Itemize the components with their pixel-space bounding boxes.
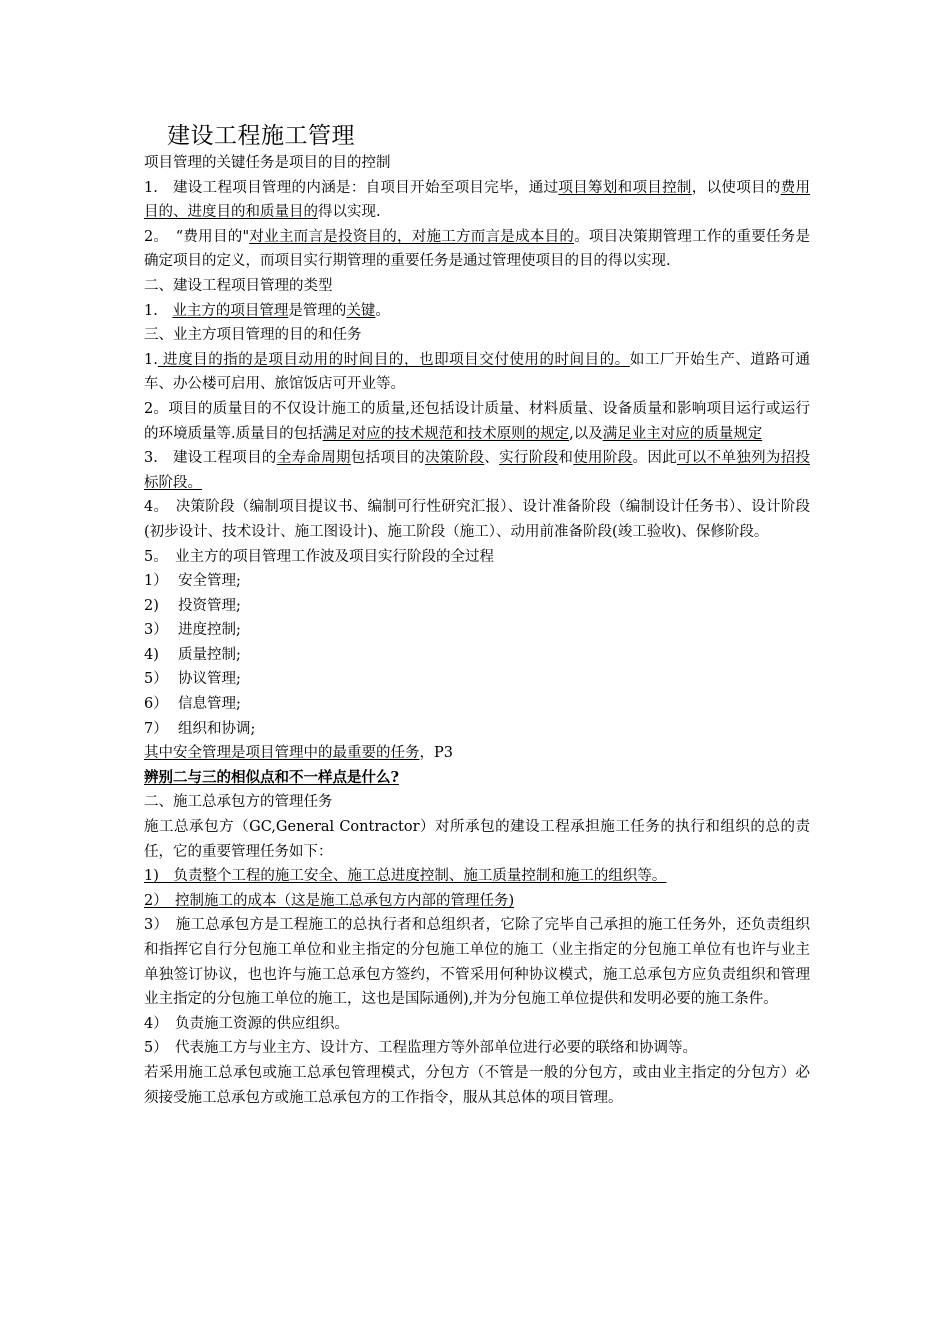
- text: 、: [484, 450, 500, 467]
- list-text: 安全管理;: [178, 573, 241, 590]
- text: 。因此: [632, 450, 677, 467]
- text: ,以及: [569, 425, 603, 442]
- paragraph-17: 若采用施工总承包或施工总承包管理模式，分包方（不管是一般的分包方，或由业主指定的分包方）必须接受施工总承包方或施工总承包方的工作指令，服从其总体的项目管理。: [144, 1064, 810, 1106]
- document-body: [144, 151, 810, 1110]
- text: 3. 建设工程项目的: [144, 450, 277, 467]
- paragraph-4: [144, 348, 810, 397]
- text: 1.: [144, 351, 158, 368]
- list-item: [144, 643, 810, 668]
- paragraph-3: [144, 299, 810, 324]
- section-heading: 三、业主方项目管理的目的和任务: [144, 327, 362, 344]
- list-item: [144, 594, 810, 619]
- text: 如工厂开始生产、道路可通车、办公楼可启用、旅馆饭店可开业等。: [144, 351, 811, 393]
- list-item: [144, 692, 810, 717]
- list-number: 1）: [144, 573, 168, 590]
- underlined-text: 实行阶段: [499, 450, 559, 467]
- paragraph-2: [144, 225, 810, 274]
- underlined-text: 进度目的指的是项目动用的时间目的，也即项目交付使用的时间目的。: [157, 351, 630, 368]
- paragraph-7: 4。 决策阶段（编制项目提议书、编制可行性研究汇报）、设计准备阶段（编制设计任务书）、设计阶段(初步设计、技术设计、施工图设计)、施工阶段（施工）、动用前准备阶段(竣工验收)、保修阶段。: [144, 499, 810, 540]
- underlined-text: 满足对应的技术规范和技术原则的规定: [322, 425, 570, 442]
- underlined-text: 关键: [346, 302, 376, 319]
- text: ，P3: [419, 745, 453, 762]
- list-item: [144, 717, 810, 742]
- underlined-text: 其中安全管理是项目管理中的最重要的任务: [144, 745, 420, 762]
- text: 是管理的: [288, 302, 347, 319]
- paragraph-13: 2） 控制施工的成本（这是施工总承包方内部的管理任务): [144, 892, 515, 909]
- paragraph-6: [144, 446, 810, 495]
- underlined-text: 对业主而言是投资目的，对施工方而言是成本目的: [249, 228, 575, 245]
- text: 1. 建设工程项目管理的内涵是：自项目开始至项目完毕，通过: [144, 179, 559, 196]
- list-number: 7）: [144, 720, 168, 737]
- list-item: [144, 667, 810, 692]
- paragraph-9: [144, 741, 810, 766]
- underlined-text: 决策阶段: [424, 450, 485, 467]
- underlined-text: 可以不单独列为招投标阶段。: [144, 450, 811, 491]
- text: 。: [375, 302, 390, 319]
- paragraph-8: 5。 业主方的项目管理工作波及项目实行阶段的全过程: [144, 548, 494, 565]
- paragraph-15: 4） 负责施工资源的供应组织。: [144, 1015, 349, 1032]
- list-text: 组织和协调;: [178, 720, 256, 737]
- underlined-text: 业主方的项目管理: [172, 302, 289, 319]
- underlined-text: 费用目的、进度目的和质量目的: [144, 179, 811, 221]
- paragraph-16: 5） 代表施工方与业主方、设计方、工程监理方等外部单位进行必要的联络和协调等。: [144, 1040, 697, 1057]
- paragraph-12: 1) 负责整个工程的施工安全、施工总进度控制、施工质量控制和施工的组织等。: [144, 868, 667, 885]
- list-text: 投资管理;: [178, 597, 241, 614]
- bold-question: 辨别二与三的相似点和不一样点是什么?: [144, 768, 399, 786]
- text: ，以使项目的: [691, 179, 781, 196]
- text: 得以实现.: [318, 204, 381, 221]
- text: 2。 “费用目的": [144, 228, 250, 245]
- underlined-text: 满足业主对应的质量规定: [602, 425, 763, 442]
- document-title: 建设工程施工管理: [167, 123, 355, 149]
- list-text: 信息管理;: [178, 696, 241, 713]
- paragraph-5: [144, 397, 810, 446]
- list-item: [144, 618, 810, 643]
- underlined-text: 使用阶段: [573, 450, 633, 467]
- list-item: [144, 569, 810, 594]
- section-heading: 二、建设工程项目管理的类型: [144, 277, 333, 294]
- text: 。项目决策期管理工作的重要任务是确定项目的定义，而项目实行期管理的重要任务是通过管理使项目的目的得以实现.: [144, 228, 811, 270]
- section-heading: 二、施工总承包方的管理任务: [144, 794, 333, 811]
- paragraph-14: 3） 施工总承包方是工程施工的总执行者和总组织者，它除了完毕自己承担的施工任务外，还负责组织和指挥它自行分包施工单位和业主指定的分包施工单位的施工（业主指定的分包施工单位有也许与业主单独签订协议，也也许与施工总承包方签约，不管采用何种协议模式，施工总承包方应负责组织和管理业主指定的分包施工单位的施工，这也是国际通例),并为分包施工单位提供和发明必要的施工条件。: [144, 917, 810, 1008]
- text: 1.: [144, 302, 173, 319]
- list-number: 6）: [144, 696, 168, 713]
- list-text: 协议管理;: [178, 671, 241, 688]
- list-number: 3）: [144, 622, 168, 639]
- underlined-text: 项目筹划和项目控制: [558, 179, 692, 196]
- underlined-text: 全寿命周期: [276, 450, 351, 467]
- list-text: 质量控制;: [178, 646, 241, 663]
- list-number: 5）: [144, 671, 168, 688]
- paragraph-1: [144, 176, 810, 225]
- list-number: 2): [144, 597, 159, 614]
- text: 2。项目的质量目的不仅设计施工的质量,还包括设计质量、材料质量、设备质量和影响项目运行或运行的环境质量等.质量目的包括: [144, 400, 810, 442]
- text: 和: [558, 450, 574, 467]
- list-text: 进度控制;: [178, 622, 241, 639]
- text: 包括项目的: [350, 450, 425, 467]
- paragraph-intro: 项目管理的关键任务是项目的目的控制: [144, 155, 391, 171]
- list-number: 4): [144, 646, 159, 663]
- paragraph-11: 施工总承包方（GC,General Contractor）对所承包的建设工程承担施工任务的执行和组织的总的责任，它的重要管理任务如下：: [144, 819, 810, 860]
